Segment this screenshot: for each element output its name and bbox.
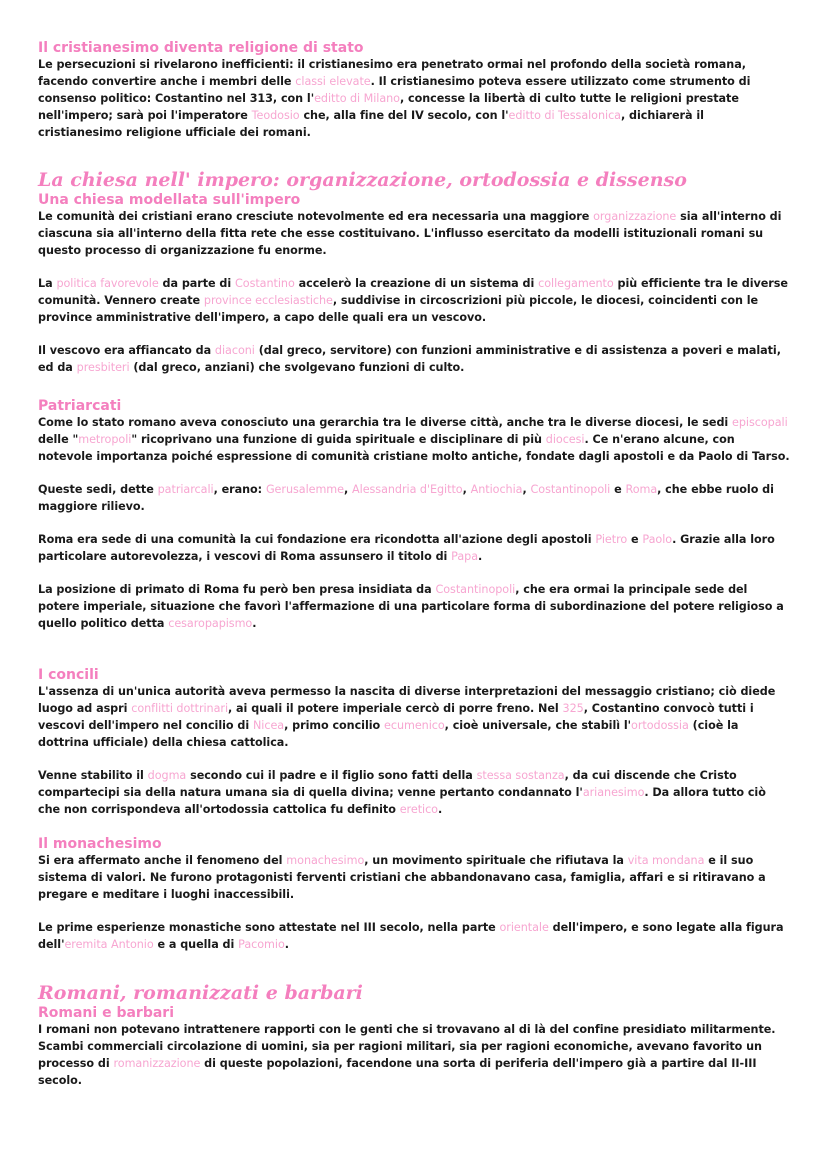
highlighted-term: organizzazione [593,210,677,223]
highlighted-term: Gerusalemme [265,483,344,496]
text-segment: , [522,483,531,496]
chapter-title: Romani, romanizzati e barbari [38,982,363,1004]
text-segment: , cioè universale, che stabilì l' [444,719,632,732]
highlighted-term: 325 [562,702,584,715]
section-heading: Patriarcati [38,398,122,414]
text-segment: Le persecuzioni si rivelarono inefficienti: il cristianesimo era penetrato ormai nel profondo della società romana, facendo convertire anche i membri delle [38,58,746,88]
highlighted-term: episcopali [732,416,788,429]
text-segment: da parte di [158,277,236,290]
paragraph [38,275,790,326]
section-heading: Il monachesimo [38,836,162,852]
text-segment: più efficiente tra le diverse comunità. Vennero create [38,277,788,307]
text-segment: Le comunità dei cristiani erano cresciute notevolmente ed era necessaria una maggiore [38,210,594,223]
highlighted-term: vita mondana [627,854,705,867]
highlighted-term: politica favorevole [56,277,159,290]
text-segment: Queste sedi, dette [38,483,158,496]
highlighted-term: romanizzazione [113,1057,201,1070]
text-segment: secondo cui il padre e il figlio sono fatti della [186,769,477,782]
highlighted-term: diaconi [214,344,255,357]
text-segment: , Costantino convocò tutti i vescovi dell'impero nel concilio di [38,702,754,732]
text-segment: , dichiarerà il cristianesimo religione ufficiale dei romani. [38,109,704,139]
text-segment: . Ce n'erano alcune, con notevole importanza poiché espressione di comunità cristiane molto antiche, fondate dagli apostoli e da Paolo di Tarso. [38,433,790,463]
section-monachesimo [38,836,790,953]
highlighted-term: eretico [399,803,438,816]
highlighted-term: Alessandria d'Egitto [352,483,463,496]
highlighted-term: editto di Tessalonica [508,109,621,122]
text-segment: e il suo sistema di valori. Ne furono protagonisti ferventi cristiani che abbandonavano casa, famiglia, affari e si ritiravano a pregare e meditare i luoghi inaccessibili. [38,854,766,901]
paragraph [38,531,790,565]
highlighted-term: Paolo [642,533,673,546]
text-segment: Roma era sede di una comunità la cui fondazione era ricondotta all'azione degli apostoli [38,533,596,546]
highlighted-term: Nicea [252,719,285,732]
text-segment: , che era ormai la principale sede del potere imperiale, situazione che favorì l'affermazione di una particolare forma di subordinazione del potere religioso a quello politico detta [38,583,784,630]
text-segment: Si era affermato anche il fenomeno del [38,854,287,867]
text-segment: Come lo stato romano aveva conosciuto una gerarchia tra le diverse città, anche tra le diverse diocesi, le sedi [38,416,733,429]
text-segment: , un movimento spirituale che rifiutava la [364,854,628,867]
highlighted-term: presbiteri [76,361,130,374]
highlighted-term: Costantino [235,277,295,290]
section-heading: I concili [38,667,99,683]
highlighted-term: arianesimo [582,786,645,799]
text-segment: La posizione di primato di Roma fu però ben presa insidiata da [38,583,436,596]
text-segment: delle " [38,433,79,446]
highlighted-term: Teodosio [251,109,300,122]
section-romani-barbari [38,982,790,1089]
paragraph [38,56,790,141]
paragraph [38,342,790,376]
highlighted-term: collegamento [538,277,614,290]
text-segment: , concesse la libertà di culto tutte le religioni prestate nell'impero; sarà poi l'imperatore [38,92,739,122]
text-segment: . [284,938,289,951]
highlighted-term: conflitti dottrinari [131,702,229,715]
highlighted-term: orientale [499,921,549,934]
text-segment: I romani non potevano intrattenere rapporti con le genti che si trovavano al di là del confine presidiato militarmente. Scambi commerciali circolazione di uomini, sia per ragioni militari, sia per ragioni economiche, avevano favorito un processo di [38,1023,776,1070]
text-segment: , da cui discende che Cristo compartecipi sia della natura umana sia di quella divina; venne pertanto condannato l' [38,769,737,799]
paragraph [38,481,790,515]
text-segment: e [610,483,626,496]
highlighted-term: Costantinopoli [435,583,516,596]
text-segment: Le prime esperienze monastiche sono attestate nel III secolo, nella parte [38,921,500,934]
paragraph [38,208,790,259]
text-segment: , che ebbe ruolo di maggiore rilievo. [38,483,774,513]
highlighted-term: cesaropapismo [168,617,253,630]
section-patriarcati [38,398,790,632]
paragraph [38,683,790,751]
highlighted-term: province ecclesiastiche [203,294,333,307]
text-segment: e [627,533,643,546]
highlighted-term: Pacomio [238,938,285,951]
text-segment: . Grazie alla loro particolare autorevolezza, i vescovi di Roma assunsero il titolo di [38,533,775,563]
highlighted-term: classi elevate [295,75,371,88]
text-segment: . [437,803,443,816]
text-segment: Venne stabilito il [38,769,148,782]
text-segment: sia all'interno di ciascuna sia all'interno della fitta rete che esse costituivano. L'influsso esercitato da modelli istituzionali romani su questo processo di organizzazione fu enorme. [38,210,782,257]
paragraph [38,581,790,632]
highlighted-term: Pietro [595,533,628,546]
highlighted-term: diocesi [545,433,585,446]
highlighted-term: stessa sostanza [476,769,565,782]
text-segment: . [478,550,483,563]
highlighted-term: editto di Milano [314,92,400,105]
text-segment: , primo concilio [284,719,385,732]
text-segment: dell'impero, e sono legate alla figura dell' [38,921,784,951]
text-segment: (cioè la dottrina ufficiale) della chiesa cattolica. [38,719,739,749]
text-segment: " ricoprivano una funzione di guida spirituale e disciplinare di più [131,433,546,446]
text-segment: , [343,483,353,496]
section-heading: Una chiesa modellata sull'impero [38,192,301,208]
text-segment: (dal greco, anziani) che svolgevano funzioni di culto. [129,361,465,374]
paragraph [38,414,790,465]
highlighted-term: Antiochia [470,483,523,496]
highlighted-term: eremita Antonio [64,938,154,951]
text-segment: , ai quali il potere imperiale cercò di porre freno. Nel [228,702,563,715]
text-segment: (dal greco, servitore) con funzioni amministrative e di assistenza a poveri e malati, ed da [38,344,781,374]
text-segment: Il vescovo era affiancato da [38,344,215,357]
paragraph [38,852,790,903]
highlighted-term: Costantinopoli [530,483,611,496]
text-segment: . [252,617,257,630]
text-segment: . Il cristianesimo poteva essere utilizzato come strumento di consenso politico: Costantino nel 313, con l' [38,75,751,105]
paragraph [38,1021,790,1089]
highlighted-term: patriarcali [157,483,214,496]
paragraph [38,767,790,818]
section-concili [38,667,790,818]
highlighted-term: ortodossia [631,719,689,732]
chapter-title: La chiesa nell' impero: organizzazione, ortodossia e dissenso [38,169,687,191]
highlighted-term: Papa [451,550,479,563]
text-segment: , [462,483,471,496]
highlighted-term: dogma [147,769,187,782]
section-heading: Il cristianesimo diventa religione di stato [38,40,364,56]
highlighted-term: ecumenico [384,719,445,732]
paragraph [38,919,790,953]
text-segment: accelerò la creazione di un sistema di [294,277,539,290]
highlighted-term: monachesimo [286,854,365,867]
section-heading: Romani e barbari [38,1005,174,1021]
text-segment: La [38,277,57,290]
text-segment: e a quella di [153,938,239,951]
text-segment: . Da allora tutto ciò che non corrispondeva all'ortodossia cattolica fu definito [38,786,766,816]
section-cristianesimo [38,40,790,141]
section-chiesa-impero [38,169,790,376]
text-segment: , erano: [213,483,266,496]
highlighted-term: Roma [625,483,658,496]
text-segment: L'assenza di un'unica autorità aveva permesso la nascita di diverse interpretazioni del messaggio cristiano; ciò diede luogo ad aspri [38,685,776,715]
text-segment: di queste popolazioni, facendone una sorta di periferia dell'impero già a partire dal II-III secolo. [38,1057,757,1087]
text-segment: , suddivise in circoscrizioni più piccole, le diocesi, coincidenti con le province amministrative dell'impero, a capo delle quali era un vescovo. [38,294,759,324]
text-segment: che, alla fine del IV secolo, con l' [299,109,509,122]
highlighted-term: metropoli [78,433,132,446]
